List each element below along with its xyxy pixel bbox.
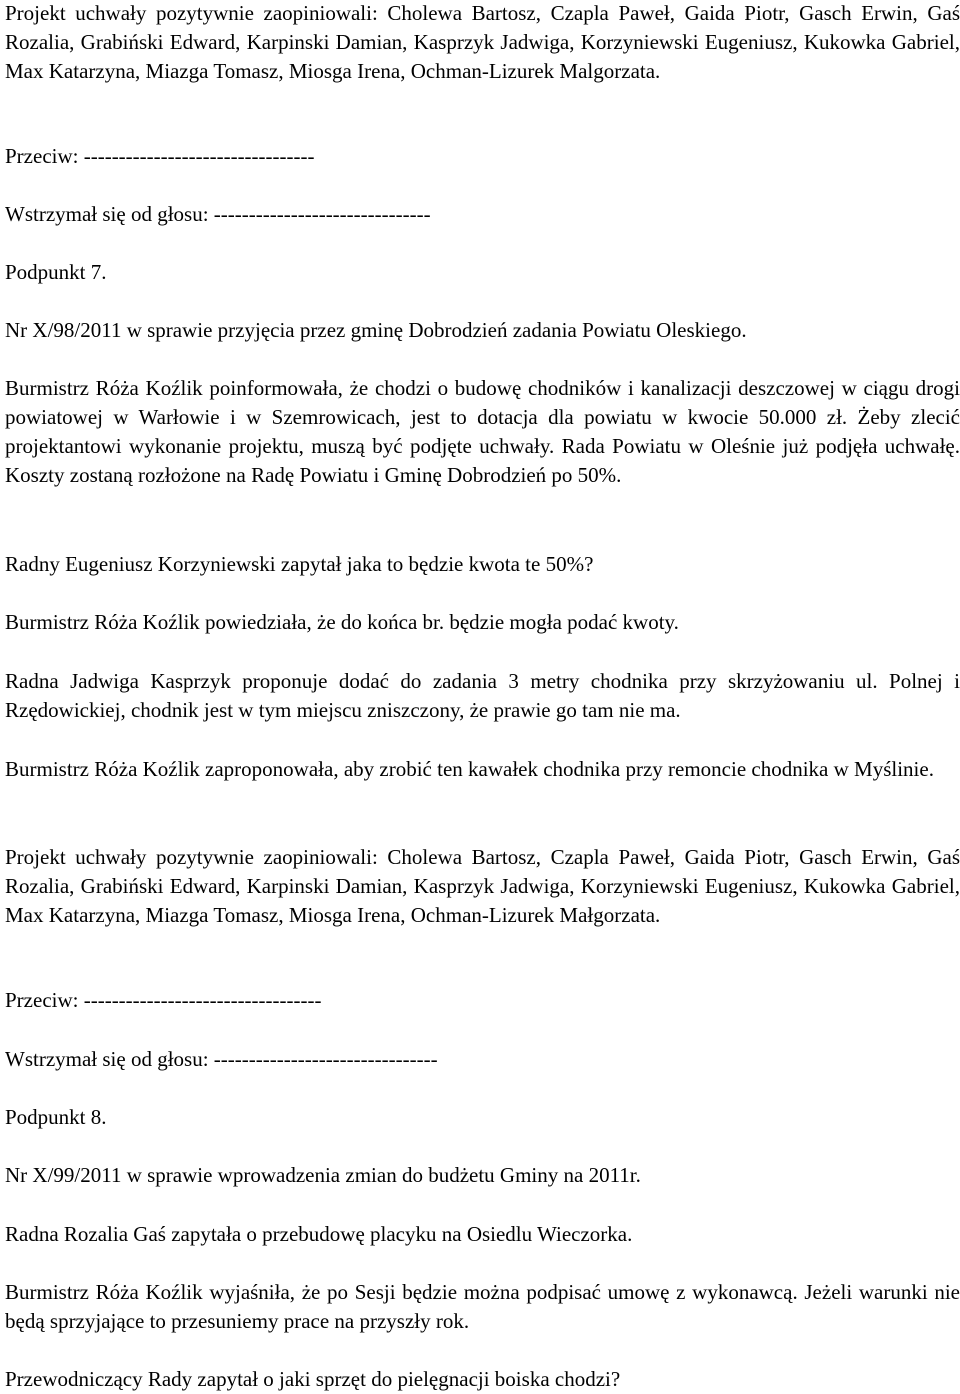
paragraph-against-1: Przeciw: --------------------------------- bbox=[5, 144, 315, 168]
paragraph-mayor-info: Burmistrz Róża Koźlik poinformowała, że chodzi o budowę chodników i kanalizacji deszczowej w ciągu drogi powiatowej w Warłowie i w Szemrowicach, jest to dotacja dla powiatu w kwocie 50.000 zł. Żeby zlecić projektantowi wykonanie projektu, muszą być podjęte uchwały. Rada Powiatu w Oleśnie już podjęła uchwałę. Koszty zostaną rozłożone na Radę Powiatu i Gminę Dobrodzień po 50%. bbox=[5, 376, 960, 487]
paragraph-chairman-question: Przewodniczący Rady zapytał o jaki sprzęt do pielęgnacji boiska chodzi? bbox=[5, 1367, 621, 1391]
paragraph-opinion-list-1: Projekt uchwały pozytywnie zaopiniowali: Cholewa Bartosz, Czapla Paweł, Gaida Piotr, Gasch Erwin, Gaś Rozalia, Grabiński Edward, Karpinski Damian, Kasprzyk Jadwiga, Korzyniewski Eugeniusz, Kukowka Gabriel, Max Katarzyna, Miazga Tomasz, Miosga Irena, Ochman-Lizurek Malgorzata. bbox=[5, 1, 960, 83]
paragraph-councillor-proposal: Radna Jadwiga Kasprzyk proponuje dodać do zadania 3 metry chodnika przy skrzyżowaniu ul. Polnej i Rzędowickiej, chodnik jest w tym miejscu zniszczony, że prawie go tam nie ma. bbox=[5, 669, 960, 722]
paragraph-resolution-99: Nr X/99/2011 w sprawie wprowadzenia zmian do budżetu Gminy na 2011r. bbox=[5, 1163, 641, 1187]
paragraph-councillor-question-2: Radna Rozalia Gaś zapytała o przebudowę placyku na Osiedlu Wieczorka. bbox=[5, 1222, 633, 1246]
paragraph-councillor-question: Radny Eugeniusz Korzyniewski zapytał jaka to będzie kwota te 50%? bbox=[5, 552, 594, 576]
paragraph-mayor-answer: Burmistrz Róża Koźlik powiedziała, że do końca br. będzie mogła podać kwoty. bbox=[5, 610, 679, 634]
paragraph-against-2: Przeciw: ---------------------------------- bbox=[5, 988, 322, 1012]
paragraph-abstained-1: Wstrzymał się od głosu: ------------------------------- bbox=[5, 202, 431, 226]
paragraph-mayor-explanation: Burmistrz Róża Koźlik wyjaśniła, że po Sesji będzie można podpisać umowę z wykonawcą. Jeżeli warunki nie będą sprzyjające to przesuniemy prace na przyszły rok. bbox=[5, 1280, 960, 1333]
paragraph-abstained-2: Wstrzymał się od głosu: -------------------------------- bbox=[5, 1047, 438, 1071]
paragraph-subitem-7: Podpunkt 7. bbox=[5, 260, 107, 284]
paragraph-opinion-list-2: Projekt uchwały pozytywnie zaopiniowali: Cholewa Bartosz, Czapla Paweł, Gaida Piotr, Gasch Erwin, Gaś Rozalia, Grabiński Edward, Karpinski Damian, Kasprzyk Jadwiga, Korzyniewski Eugeniusz, Kukowka Gabriel, Max Katarzyna, Miazga Tomasz, Miosga Irena, Ochman-Lizurek Małgorzata. bbox=[5, 845, 960, 927]
paragraph-subitem-8: Podpunkt 8. bbox=[5, 1105, 107, 1129]
paragraph-resolution-98: Nr X/98/2011 w sprawie przyjęcia przez gminę Dobrodzień zadania Powiatu Oleskiego. bbox=[5, 318, 747, 342]
paragraph-mayor-proposal: Burmistrz Róża Koźlik zaproponowała, aby zrobić ten kawałek chodnika przy remoncie chodnika w Myślinie. bbox=[5, 757, 934, 781]
